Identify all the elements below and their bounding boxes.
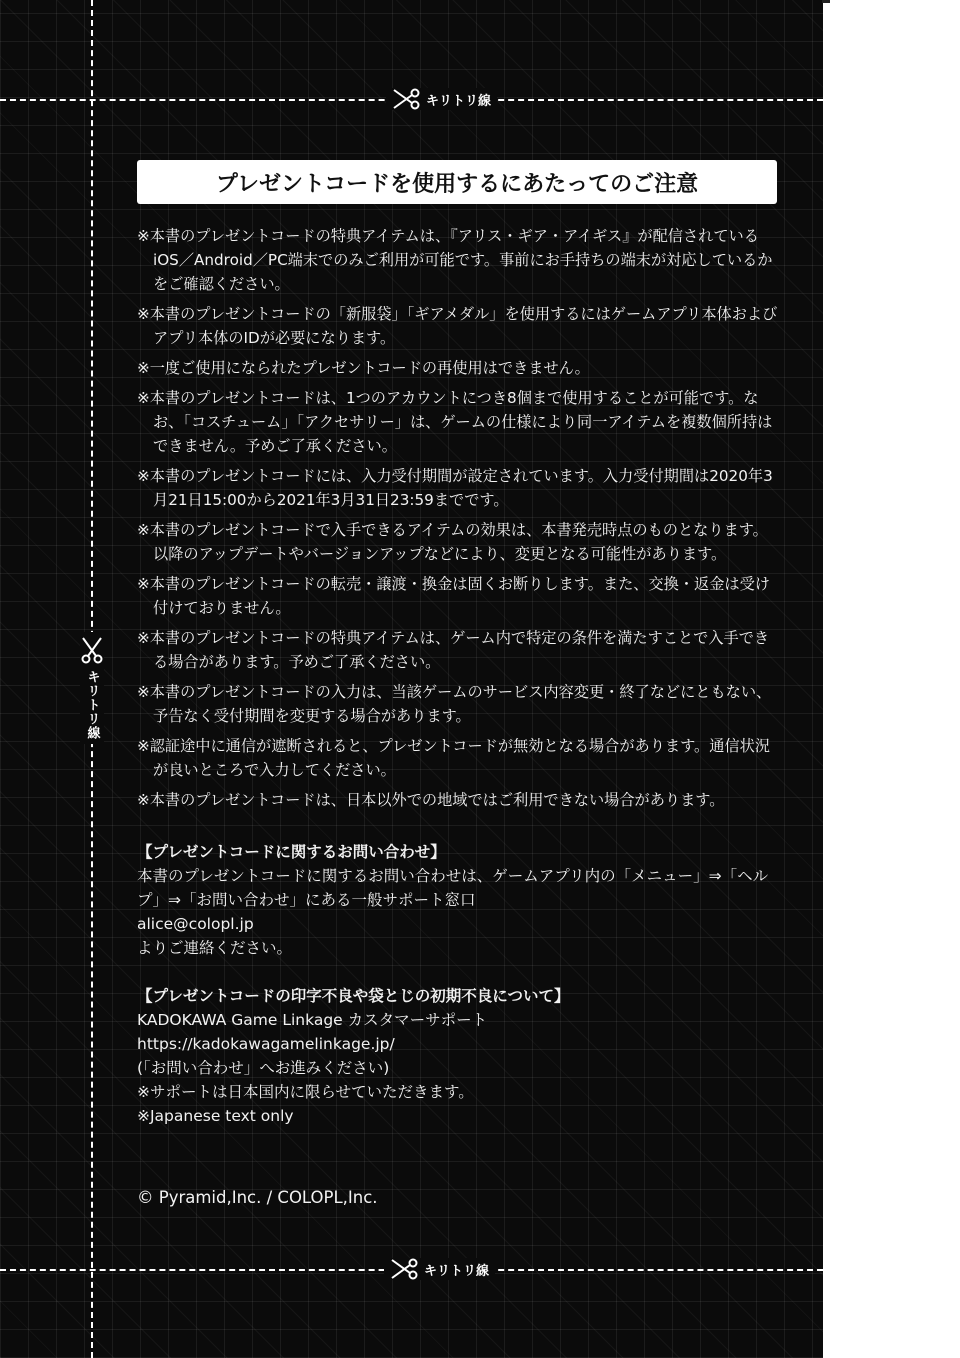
note-item: ※本書のプレゼントコードの特典アイテムは、ゲーム内で特定の条件を満たすことで入手できる場合があります。予めご了承ください。 — [137, 629, 770, 671]
scissors-icon — [390, 1258, 418, 1280]
side-cut-text: キリトリ線 — [84, 670, 100, 740]
note-item: ※認証途中に通信が遮断されると、プレゼントコードが無効となる場合があります。通信状況が良いところで入力してください。 — [137, 737, 770, 779]
defect-guide: (「お問い合わせ」へお進みください) — [137, 1059, 390, 1077]
notice-title-box — [137, 160, 777, 204]
bottom-cut-text: キリトリ線 — [424, 1263, 490, 1279]
note-item: ※本書のプレゼントコードには、入力受付期間が設定されています。入力受付期間は2020年3月21日15:00から2021年3月31日23:59までです。 — [137, 467, 773, 509]
inquiry-text: 本書のプレゼントコードに関するお問い合わせは、ゲームアプリ内の「メニュー」⇒「ヘルプ」⇒「お問い合わせ」にある一般サポート窓口 — [137, 867, 769, 909]
inquiry-section — [137, 840, 787, 960]
defect-note-domestic: ※サポートは日本国内に限らせていただきます。 — [137, 1083, 474, 1101]
page-edge-mark — [822, 0, 830, 3]
defect-note-language: ※Japanese text only — [137, 1107, 294, 1125]
defect-url[interactable]: https://kadokawagamelinkage.jp/ — [137, 1035, 395, 1053]
notice-title: プレゼントコードを使用するにあたってのご注意 — [215, 171, 699, 197]
bottom-cut-label — [384, 1258, 495, 1280]
scissors-icon — [392, 88, 420, 110]
note-item: ※本書のプレゼントコードは、日本以外での地域ではご利用できない場合があります。 — [137, 791, 725, 809]
defect-section — [137, 984, 787, 1128]
copyright: © Pyramid,Inc. / COLOPL,Inc. — [137, 1188, 378, 1207]
defect-company: KADOKAWA Game Linkage カスタマーサポート — [137, 1011, 488, 1029]
note-item: ※本書のプレゼントコードの特典アイテムは、『アリス・ギア・アイギス』が配信されているiOS／Android／PC端末でのみご利用が可能です。事前にお手持ちの端末が対応しているかをご確認ください。 — [137, 227, 773, 293]
inquiry-email[interactable]: alice@colopl.jp — [137, 915, 254, 933]
top-cut-text: キリトリ線 — [426, 93, 492, 109]
top-cut-label — [386, 88, 497, 110]
notes-list — [137, 224, 782, 818]
defect-heading: 【プレゼントコードの印字不良や袋とじの初期不良について】 — [137, 987, 570, 1005]
inquiry-closing: よりご連絡ください。 — [137, 939, 293, 957]
note-item: ※本書のプレゼントコードの入力は、当該ゲームのサービス内容変更・終了などにともない、予告なく受付期間を変更する場合があります。 — [137, 683, 772, 725]
note-item: ※本書のプレゼントコードで入手できるアイテムの効果は、本書発売時点のものとなります。以降のアップデートやバージョンアップなどにより、変更となる可能性があります。 — [137, 521, 768, 563]
note-item: ※本書のプレゼントコードの「新服袋」「ギアメダル」を使用するにはゲームアプリ本体およびアプリ本体のIDが必要になります。 — [137, 305, 778, 347]
note-item: ※一度ご使用になられたプレゼントコードの再使用はできません。 — [137, 359, 590, 377]
note-item: ※本書のプレゼントコードは、1つのアカウントにつき8個まで使用することが可能です。なお、「コスチューム」「アクセサリー」は、ゲームの仕様により同一アイテムを複数個所持はできません。予めご了承ください。 — [137, 389, 773, 455]
inquiry-heading: 【プレゼントコードに関するお問い合わせ】 — [137, 843, 446, 861]
side-cut-label — [80, 632, 104, 744]
scissors-icon — [81, 636, 103, 664]
note-item: ※本書のプレゼントコードの転売・譲渡・換金は固くお断りします。また、交換・返金は受け付けておりません。 — [137, 575, 770, 617]
